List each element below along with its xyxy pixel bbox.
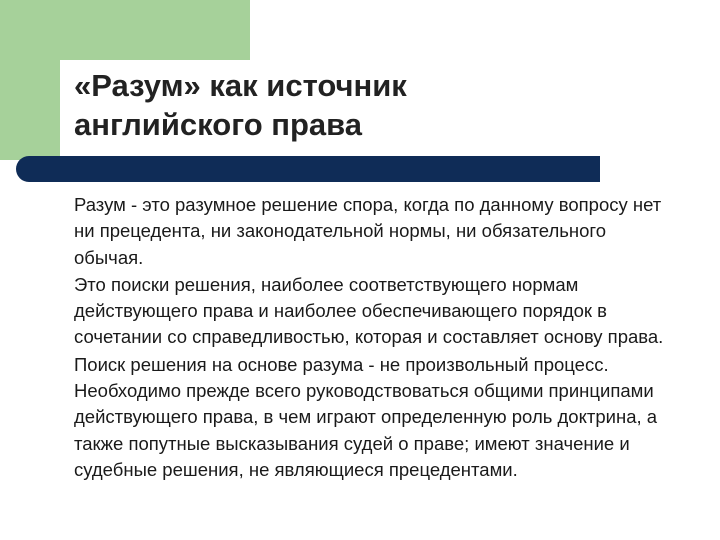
title-line-1: «Разум» как источник	[74, 68, 407, 103]
slide-title	[74, 66, 594, 144]
paragraph: Разум - это разумное решение спора, когда по данному вопросу нет ни прецедента, ни законодательной нормы, ни обязательного обычая.	[74, 194, 662, 268]
slide-body	[74, 192, 664, 484]
paragraph: Это поиски решения, наиболее соответствующего нормам действующего права и наиболее обеспечивающего порядок в сочетании со справедливостью, которая и составляет основу права.	[74, 273, 664, 348]
title-divider-bar	[16, 156, 600, 182]
title-line-2: английского права	[74, 107, 363, 142]
paragraph: Поиск решения на основе разума - не произвольный процесс. Необходимо прежде всего руководствоваться общими принципами действующего права, в чем играют определенную роль доктрина, а также попутные высказывания судей о праве; имеют значение и судебные решения, не являющиеся прецедентами.	[74, 353, 658, 480]
